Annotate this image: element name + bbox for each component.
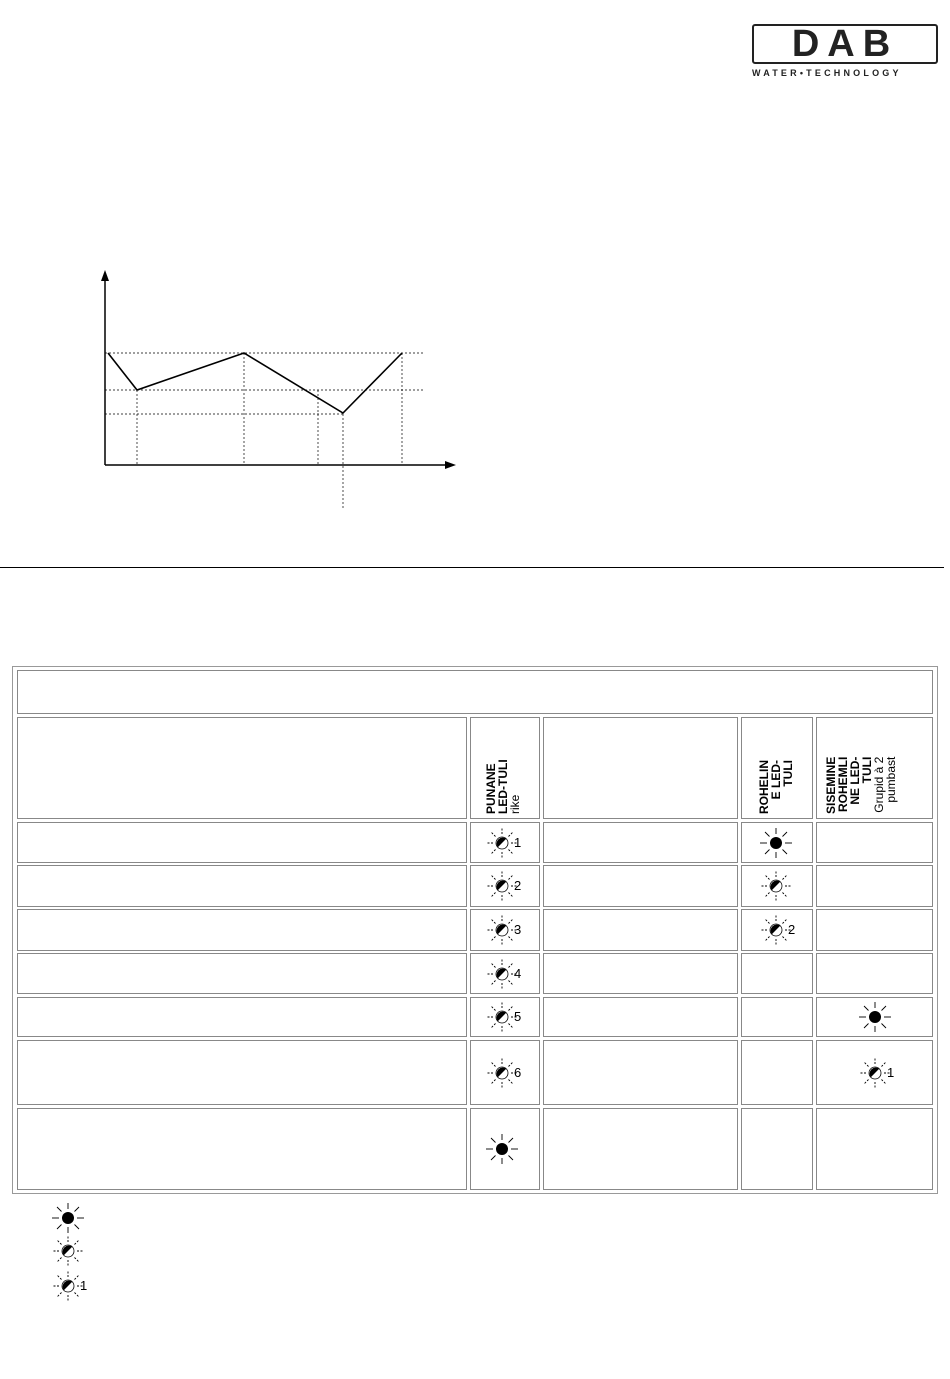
header-red-led [470,717,540,819]
table-cell-r6-c2 [543,1108,738,1190]
inner-led-title-2: ROHEMLI [836,756,850,812]
x-axis-arrow [445,461,456,469]
table-cell-r2-c4 [816,909,933,951]
led-indicator-inner-4 [858,1000,892,1039]
led-on-icon [858,1000,892,1034]
led-count-red-1: 2 [514,878,522,893]
led-count-red-4: 5 [514,1009,522,1024]
inner-led-title-3: NE LED- [848,756,862,805]
header-description [17,717,467,819]
red-led-title-2: LED-TULI [496,759,510,814]
table-cell-r4-c3 [741,997,813,1037]
inner-led-title-1: SISEMINE [824,756,838,814]
led-count-green-2: 2 [788,922,796,937]
table-cell-r6-c3 [741,1108,813,1190]
horizontal-rule [0,567,944,568]
header-green-led [741,717,813,819]
led-indicator-green-1 [759,869,793,908]
table-cell-r6-c4 [816,1108,933,1190]
led-on-icon [485,1132,519,1166]
logo-box [752,24,938,64]
table-cell-r1-c4 [816,865,933,907]
logo-tagline: WATER•TECHNOLOGY [752,68,902,78]
table-cell-r3-c3 [741,953,813,994]
table-cell-r2-c2 [543,909,738,951]
table-cell-r4-c2 [543,997,738,1037]
led-count-legend-2: 1 [80,1278,88,1293]
table-cell-r5-c3 [741,1040,813,1105]
led-blink-icon [759,869,793,903]
green-led-title-3: TULI [781,760,795,787]
header-empty [543,717,738,819]
pressure-graph [90,265,470,515]
led-table [12,666,938,1194]
led-on-icon [759,826,793,860]
y-axis-arrow [101,270,109,281]
table-cell-r0-c0 [17,822,467,863]
inner-led-title-4: TULI [860,756,874,784]
table-cell-r4-c0 [17,997,467,1037]
red-led-sub: rike [508,794,522,814]
table-cell-r3-c4 [816,953,933,994]
table-cell-r3-c0 [17,953,467,994]
table-cell-r1-c0 [17,865,467,907]
table-cell-r3-c2 [543,953,738,994]
logo-brand: DAB [791,23,899,65]
pressure-line [108,353,402,413]
table-cell-r5-c2 [543,1040,738,1105]
green-led-title-1: ROHELIN [757,760,771,814]
led-count-red-3: 4 [514,965,522,981]
led-indicator-red-6 [485,1132,519,1171]
led-on-icon [51,1201,85,1235]
led-indicator-legend-1 [51,1234,85,1273]
dab-logo [752,24,942,78]
led-count-red-5: 6 [514,1064,522,1080]
table-title-cell [17,670,933,714]
led-indicator-green-0 [759,826,793,865]
inner-led-sub-2: pumbast [884,756,898,803]
table-cell-r2-c0 [17,909,467,951]
table-cell-r1-c2 [543,865,738,907]
led-count-red-2: 3 [514,922,522,937]
table-cell-r5-c0 [17,1040,467,1105]
header-inner-green-led [816,717,933,819]
led-count-red-0: 1 [514,834,522,850]
table-cell-r6-c0 [17,1108,467,1190]
green-led-title-2: E LED- [769,760,783,800]
table-cell-r0-c4 [816,822,933,863]
led-count-inner-5: 1 [887,1064,895,1080]
red-led-title-1: PUNANE [484,763,498,814]
led-blink-icon [51,1234,85,1268]
table-cell-r0-c2 [543,822,738,863]
inner-led-sub-1: Grupid à 2 [872,756,886,813]
